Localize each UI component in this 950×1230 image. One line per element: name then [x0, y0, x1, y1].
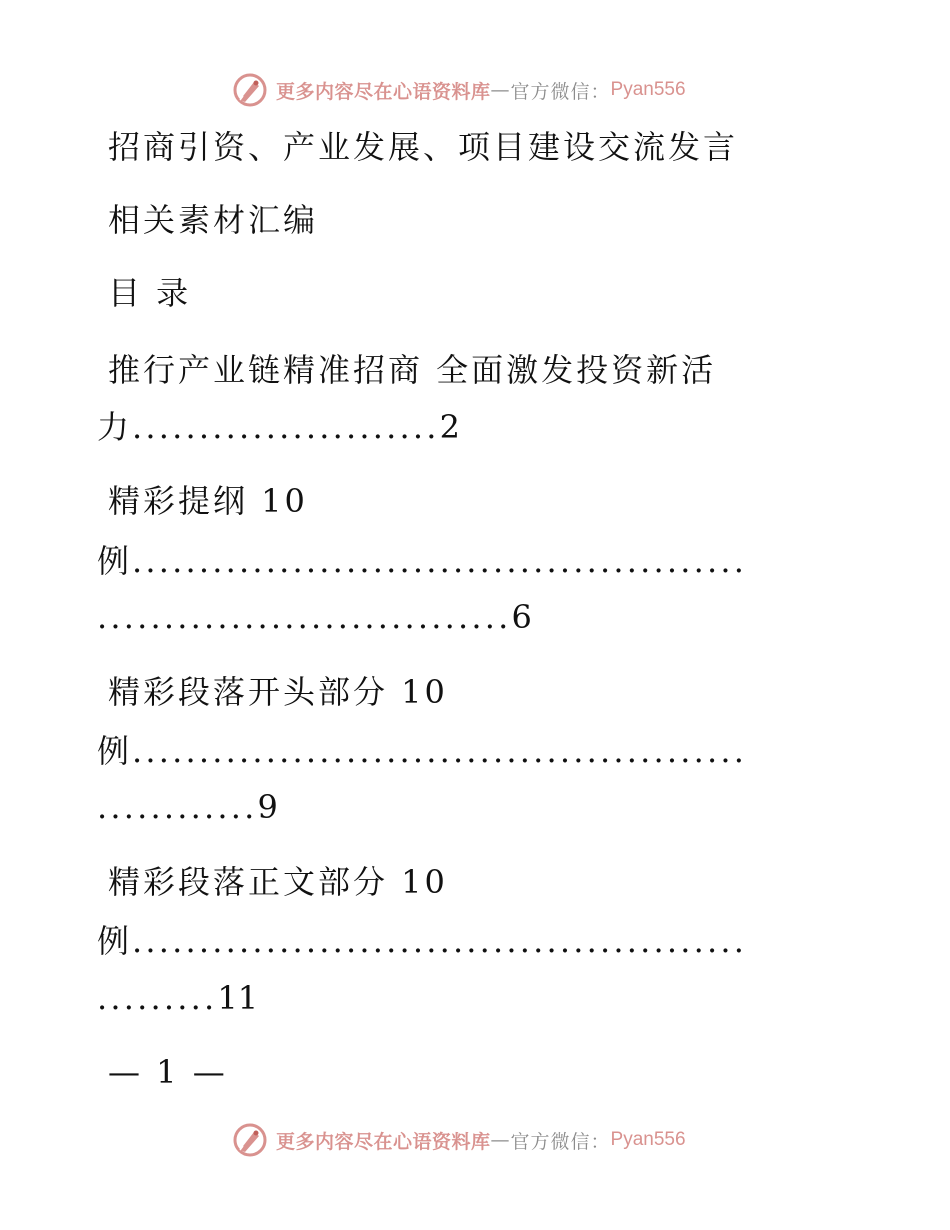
pen-nib-logo-icon [232, 1122, 268, 1158]
toc-entry-leader: 例.............................................. [97, 732, 748, 770]
toc-entry-page: 9 [257, 788, 278, 826]
watermark-official-label: 官方微信： [510, 80, 611, 103]
toc-entry-title: 精彩段落正文部分 10 [108, 863, 448, 901]
toc-entry-title: 推行产业链精准招商 全面激发投资新活 [108, 351, 717, 389]
document-title-line-2: 相关素材汇编 [108, 201, 319, 239]
watermark-wechat-id: Pyan556 [610, 79, 686, 100]
toc-entry-leader-cont: ...............................6 [97, 598, 532, 636]
watermark-wechat-id: Pyan556 [610, 1129, 686, 1150]
watermark-text: 更多内容尽在心语资料库 [276, 80, 491, 103]
watermark-banner-bottom [232, 1120, 752, 1160]
watermark-dash: — [490, 1129, 511, 1151]
toc-entry-page: 6 [511, 598, 532, 636]
watermark-banner-top [232, 70, 752, 110]
watermark-text: 更多内容尽在心语资料库 [276, 1130, 491, 1153]
toc-entry-leader: 例.............................................. [97, 542, 748, 580]
document-title-line-1: 招商引资、产业发展、项目建设交流发言 [108, 128, 739, 166]
toc-entry-page: 11 [217, 979, 259, 1017]
toc-entry-leader-cont: ............9 [97, 788, 278, 826]
watermark-official-label: 官方微信： [510, 1130, 611, 1153]
toc-entry-page: 2 [439, 408, 460, 446]
toc-entry-title: 精彩提纲 10 [108, 482, 308, 520]
toc-entry-leader: 力.......................2 [97, 408, 460, 446]
toc-entry-leader: 例.............................................. [97, 922, 748, 960]
page-number: — 1 — [108, 1053, 228, 1091]
toc-heading: 目 录 [108, 274, 192, 312]
pen-nib-logo-icon [232, 72, 268, 108]
toc-entry-title: 精彩段落开头部分 10 [108, 673, 448, 711]
toc-entry-leader-cont: .........11 [97, 979, 259, 1017]
watermark-dash: — [490, 79, 511, 101]
